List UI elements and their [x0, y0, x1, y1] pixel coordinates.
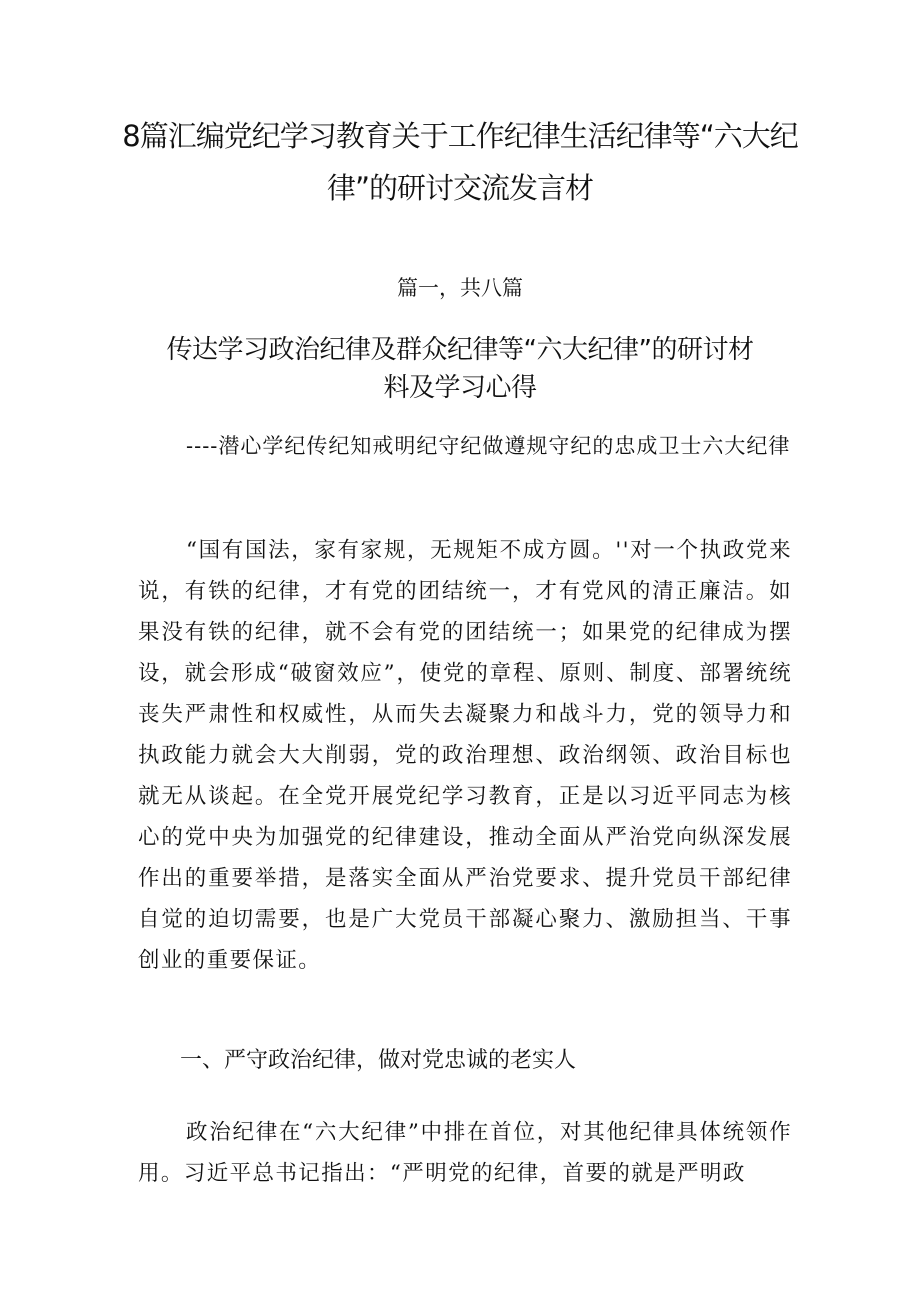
section-heading: 一、严守政治纪律，做对党忠诚的老实人 — [180, 1048, 577, 1073]
document-title: 8篇汇编党纪学习教育关于工作纪律生活纪律等“六大纪律”的研讨交流发言材 — [122, 119, 798, 205]
body-paragraph: “国有国法，家有家规，无规矩不成方圆。''对一个执政党来说，有铁的纪律，才有党的团结统一，才有党风的清正廉洁。如果没有铁的纪律，就不会有党的团结统一；如果党的纪律成为摆设，就会形成“破窗效应”，使党的章程、原则、制度、部署统统丧失严肃性和权威性，从而失去凝聚力和战斗力，党的领导力和执政能力就会大大削弱，党的政治理想、政治纲领、政治目标也就无从谈起。在全党开展党纪学习教育，正是以习近平同志为核心的党中央为加强党的纪律建设，推动全面从严治党向纵深发展作出的重要举措，是落实全面从严治党要求、提升党员干部纪律自觉的迫切需要，也是广大党员干部凝心聚力、激励担当、干事创业的重要保证。 — [138, 538, 792, 973]
article-subtitle: ----潜心学纪传纪知戒明纪守纪做遵规守纪的忠成卫士六大纪律 — [186, 434, 791, 458]
body-paragraph: 政治纪律在“六大纪律”中排在首位，对其他纪律具体统领作用。习近平总书记指出：“严明党的纪律，首要的就是严明政 — [138, 1120, 792, 1186]
article-title: 传达学习政治纪律及群众纪律等“六大纪律”的研讨材料及学习心得 — [166, 335, 754, 403]
part-label: 篇一，共八篇 — [397, 276, 523, 300]
